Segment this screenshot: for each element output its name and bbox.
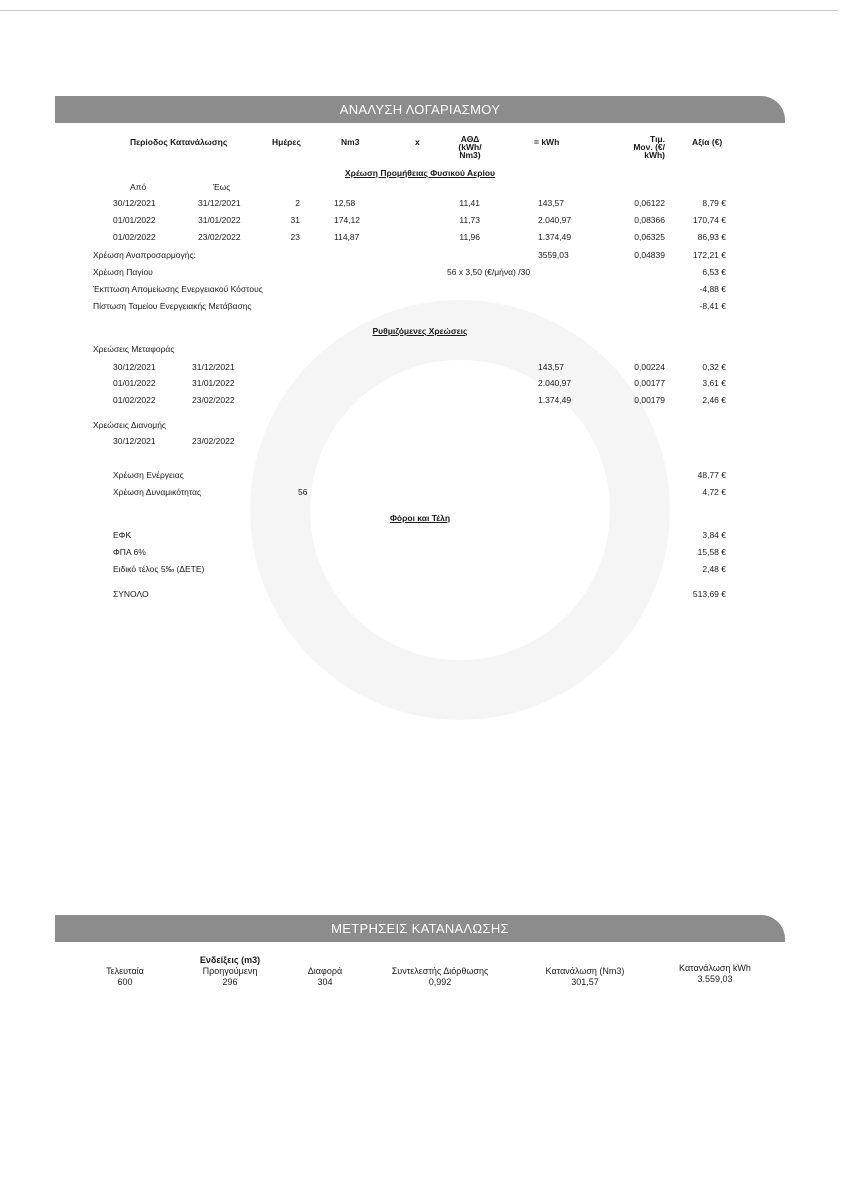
row-price: 0,08366 <box>634 215 665 225</box>
row-value: 170,74 € <box>692 215 726 225</box>
header-price-unit: Μον. (€/ <box>633 142 665 152</box>
top-divider <box>0 10 838 11</box>
credit-label: Πίστωση Ταμείου Ενεργειακής Μετάβασης <box>93 301 252 311</box>
watermark-logo <box>250 300 670 720</box>
header-value: Αξία (€) <box>692 137 723 147</box>
row-nm3: 12,58 <box>334 198 356 208</box>
difference-label: Διαφορά <box>307 966 343 976</box>
efk-label: ΕΦΚ <box>113 530 132 540</box>
row-price: 0,00179 <box>634 395 665 405</box>
header-days: Ημέρες <box>272 137 301 147</box>
row-atha: 11,41 <box>459 198 480 208</box>
row-kwh: 1.374,49 <box>538 232 572 242</box>
row-price: 0,00177 <box>634 378 665 388</box>
capacity-charge-days: 56 <box>298 487 308 497</box>
row-to: 31/01/2022 <box>192 378 235 388</box>
header-kwh: = kWh <box>534 137 560 147</box>
row-from: 01/02/2022 <box>113 395 156 405</box>
meter-banner: ΜΕΤΡΗΣΕΙΣ ΚΑΤΑΝΑΛΩΣΗΣ <box>55 915 785 942</box>
energy-charge-value: 48,77 € <box>697 470 726 480</box>
row-to: 23/02/2022 <box>198 232 241 242</box>
total-value: 513,69 € <box>692 589 726 599</box>
fixed-value: 6,53 € <box>702 267 726 277</box>
row-to: 31/01/2022 <box>198 215 241 225</box>
row-from: 30/12/2021 <box>113 198 156 208</box>
consumption-kwh-value: 3.559,03 <box>697 974 733 984</box>
row-value: 3,61 € <box>702 378 726 388</box>
header-nm3: Nm3 <box>341 137 360 147</box>
row-kwh: 2.040,97 <box>538 215 572 225</box>
header-atha: ΑΘΔ <box>460 134 480 144</box>
previous-reading-label: Προηγούμενη <box>202 966 258 976</box>
special-fee-label: Ειδικό τέλος 5‰ (ΔΕΤΕ) <box>113 564 205 574</box>
credit-value: -8,41 € <box>699 301 726 311</box>
distribution-to: 23/02/2022 <box>192 436 235 446</box>
row-kwh: 1.374,49 <box>538 395 572 405</box>
total-label: ΣΥΝΟΛΟ <box>113 589 149 599</box>
transport-label: Χρεώσεις Μεταφοράς <box>93 344 175 354</box>
capacity-charge-value: 4,72 € <box>702 487 726 497</box>
row-from: 30/12/2021 <box>113 362 156 372</box>
capacity-charge-label: Χρέωση Δυναμικότητας <box>113 487 202 497</box>
distribution-label: Χρεώσεις Διανομής <box>93 420 167 430</box>
header-price: Τιμ. <box>650 134 665 144</box>
consumption-nm3-label: Κατανάλωση (Nm3) <box>545 966 625 976</box>
header-price-unit2: kWh) <box>644 150 665 160</box>
row-days: 2 <box>295 198 300 208</box>
row-from: 01/01/2022 <box>113 215 156 225</box>
row-value: 0,32 € <box>702 362 726 372</box>
row-atha: 11,96 <box>459 232 480 242</box>
analysis-banner: ΑΝΑΛΥΣΗ ΛΟΓΑΡΙΑΣΜΟΥ <box>55 96 785 123</box>
row-from: 01/02/2022 <box>113 232 156 242</box>
header-atha-unit: (kWh/ <box>458 142 482 152</box>
row-kwh: 143,57 <box>538 362 564 372</box>
from-label: Από <box>130 182 147 192</box>
header-x: x <box>415 137 420 147</box>
row-value: 8,79 € <box>702 198 726 208</box>
readings-header: Ενδείξεις (m3) <box>199 955 261 965</box>
row-kwh: 143,57 <box>538 198 564 208</box>
correction-factor-value: 0,992 <box>428 977 452 987</box>
row-to: 23/02/2022 <box>192 395 235 405</box>
row-value: 86,93 € <box>697 232 726 242</box>
row-days: 31 <box>290 215 300 225</box>
difference-value: 304 <box>317 977 333 987</box>
row-from: 01/01/2022 <box>113 378 156 388</box>
row-days: 23 <box>290 232 300 242</box>
adjustment-label: Χρέωση Αναπροσαρμογής: <box>93 250 196 260</box>
efk-value: 3,84 € <box>702 530 726 540</box>
row-nm3: 114,87 <box>334 232 360 242</box>
energy-charge-label: Χρέωση Ενέργειας <box>113 470 184 480</box>
to-label: Έως <box>213 182 231 192</box>
last-reading-label: Τελευταία <box>106 966 144 976</box>
row-to: 31/12/2021 <box>198 198 241 208</box>
row-value: 2,46 € <box>702 395 726 405</box>
special-fee-value: 2,48 € <box>702 564 726 574</box>
row-price: 0,06325 <box>634 232 665 242</box>
correction-factor-label: Συντελεστής Διόρθωσης <box>391 966 489 976</box>
regulated-section-title: Ρυθμιζόμενες Χρεώσεις <box>372 326 468 336</box>
vat-label: ΦΠΑ 6% <box>113 547 146 557</box>
taxes-section-title: Φόροι και Τέλη <box>389 513 451 523</box>
fixed-calc: 56 x 3,50 (€/μήνα) /30 <box>447 267 531 277</box>
consumption-nm3-value: 301,57 <box>571 977 599 987</box>
last-reading-value: 600 <box>117 977 133 987</box>
previous-reading-value: 296 <box>222 977 238 987</box>
row-kwh: 2.040,97 <box>538 378 572 388</box>
discount-label: Έκπτωση Απομείωσης Ενεργειακού Κόστους <box>93 284 263 294</box>
adjustment-value: 172,21 € <box>692 250 726 260</box>
adjustment-price: 0,04839 <box>634 250 665 260</box>
consumption-kwh-label: Κατανάλωση kWh <box>679 963 751 973</box>
row-nm3: 174,12 <box>334 215 360 225</box>
supply-section-title: Χρέωση Προμήθειας Φυσικού Αερίου <box>345 168 495 178</box>
header-atha-unit2: Nm3) <box>459 150 481 160</box>
fixed-label: Χρέωση Παγίου <box>93 267 153 277</box>
distribution-from: 30/12/2021 <box>113 436 156 446</box>
row-to: 31/12/2021 <box>192 362 235 372</box>
adjustment-kwh: 3559,03 <box>538 250 569 260</box>
row-atha: 11,73 <box>459 215 480 225</box>
header-period: Περίοδος Κατανάλωσης <box>130 137 228 147</box>
row-price: 0,06122 <box>634 198 665 208</box>
row-price: 0,00224 <box>634 362 665 372</box>
vat-value: 15,58 € <box>697 547 726 557</box>
discount-value: -4,88 € <box>699 284 726 294</box>
